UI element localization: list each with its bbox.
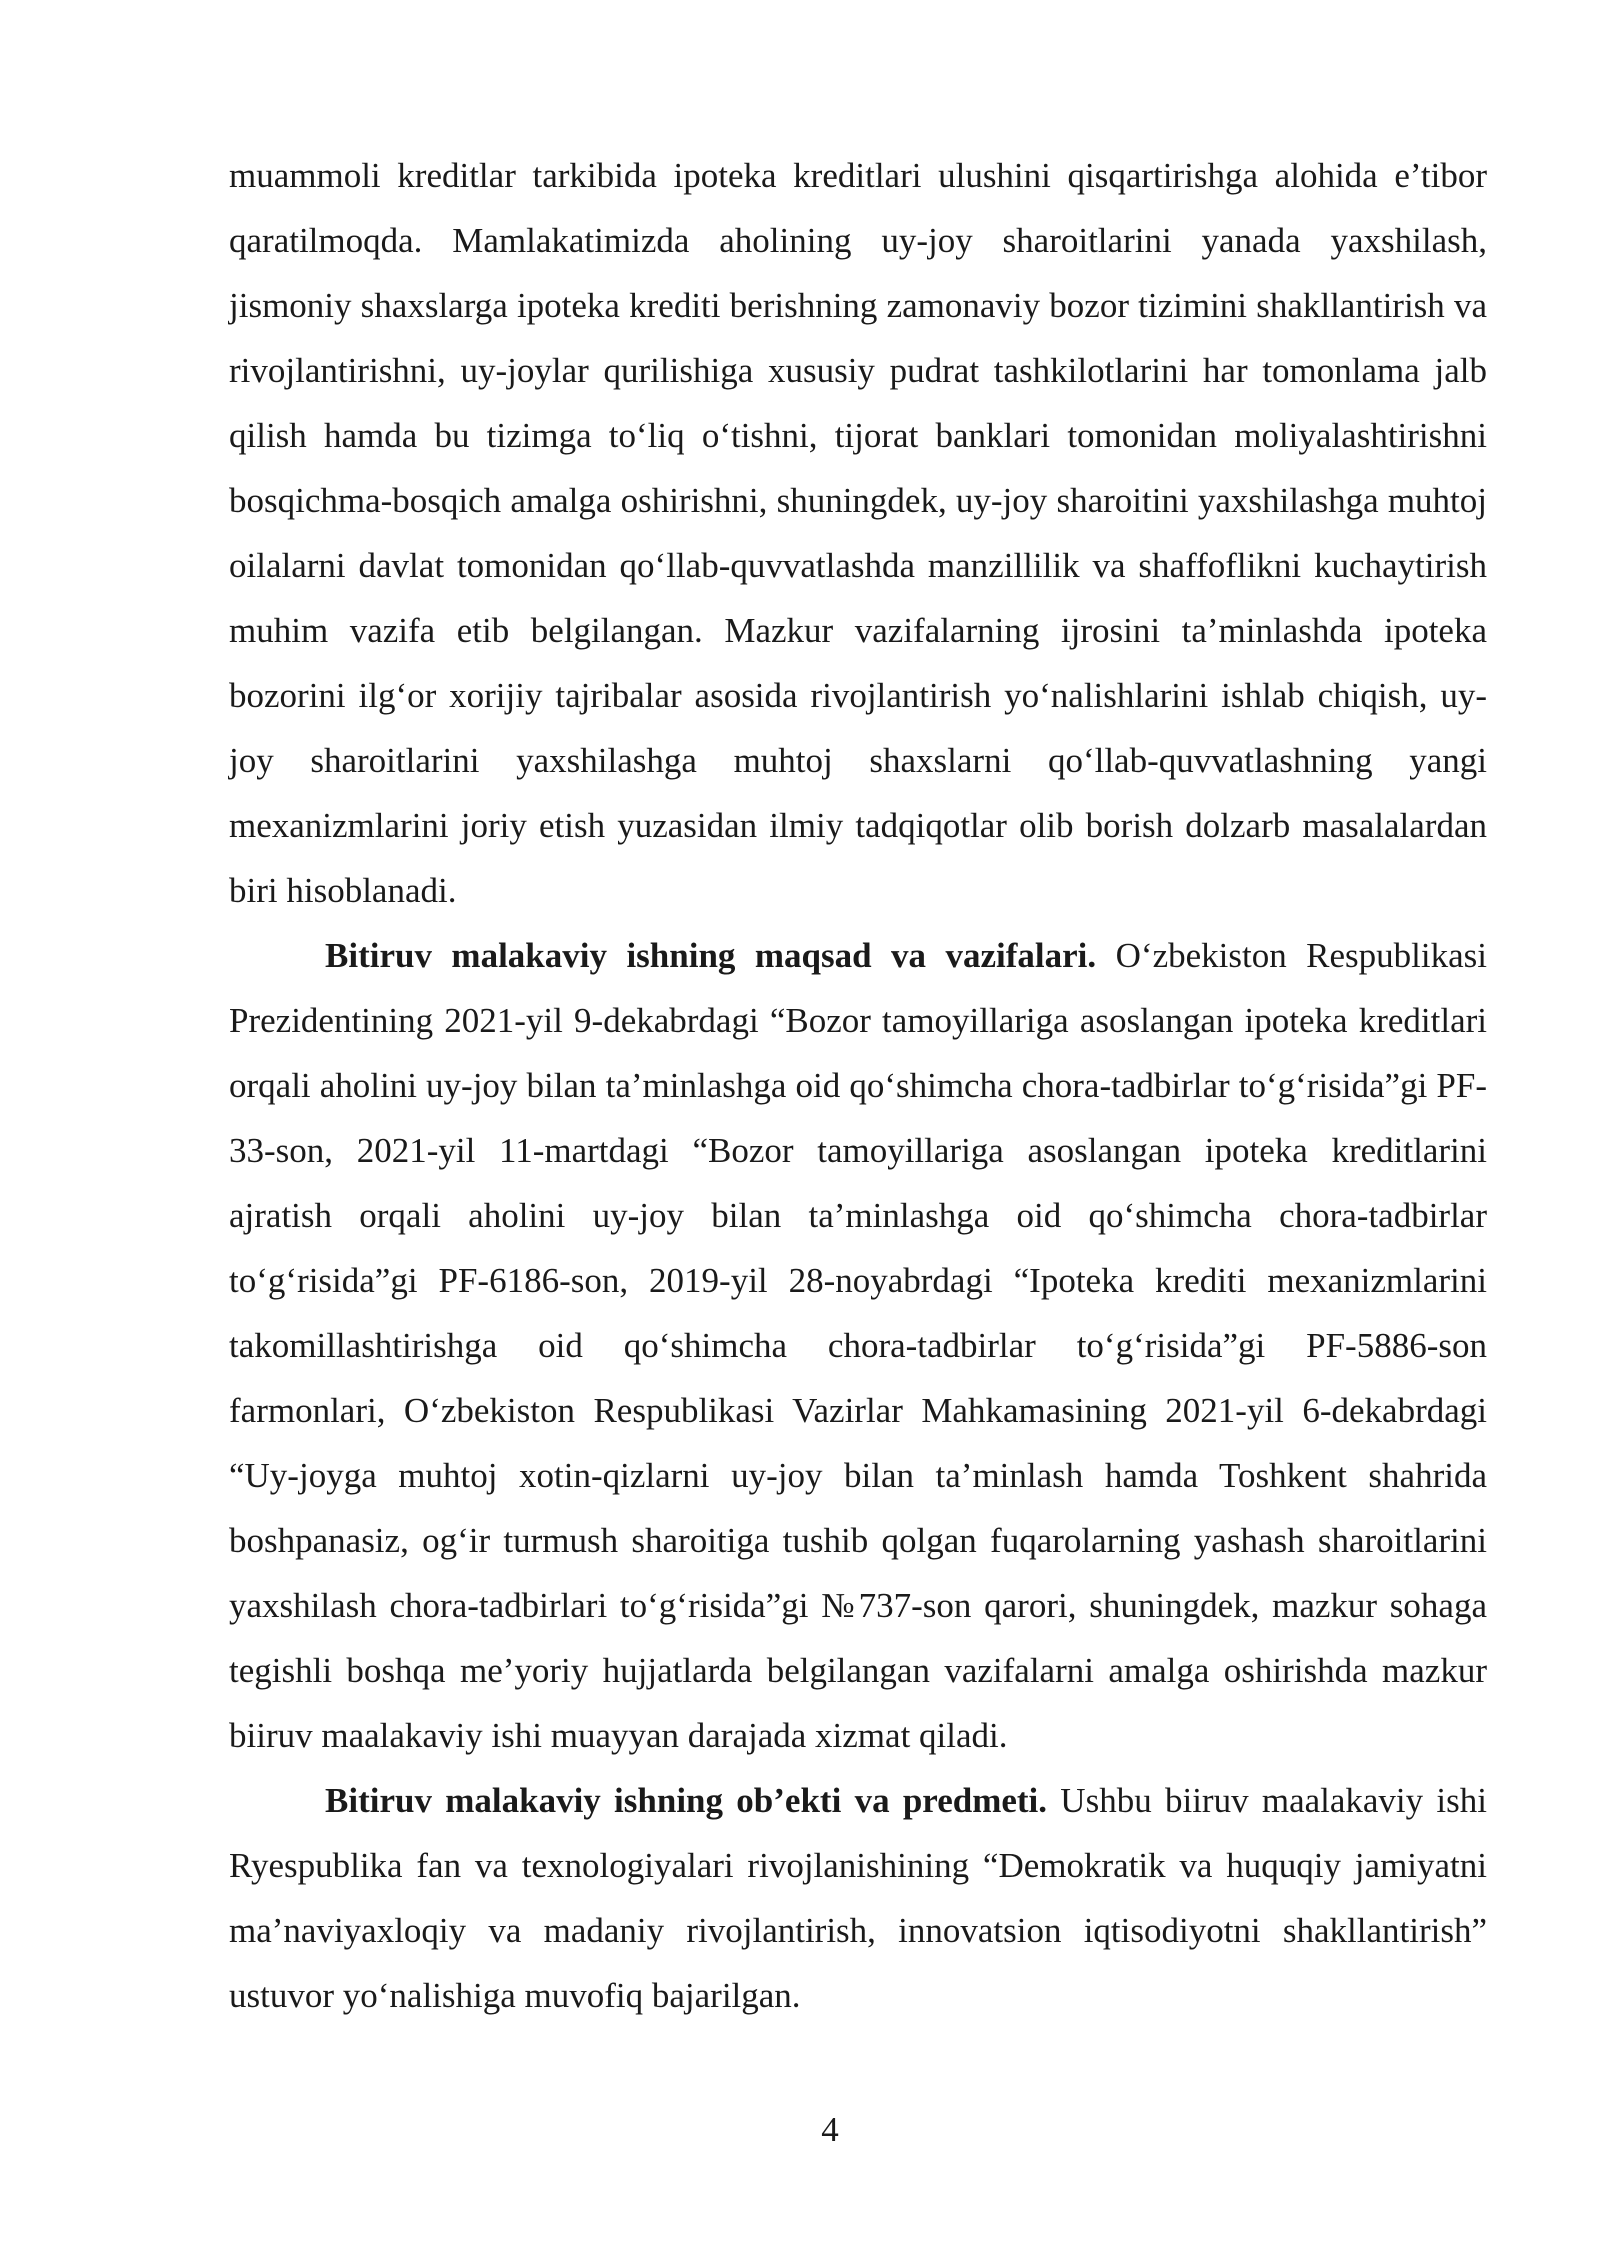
paragraph-text: muammoli kreditlar tarkibida ipoteka kreditlari ulushini qisqartirishga alohida e’tibor qaratilmoqda. Mamlakatimizda aholining uy-joy sharoitlarini yanada yaxshilash, jismoniy shaxslarga ipoteka krediti berishning zamonaviy bozor tizimini shakllantirish va rivojlantirishni, uy-joylar qurilishiga xususiy pudrat tashkilotlarini har tomonlama jalb qilish hamda bu tizimga to‘liq o‘tishni, tijorat banklari tomonidan moliyalashtirishni bosqichma-bosqich amalga oshirishni, shuningdek, uy-joy sharoitini yaxshilashga muhtoj oilalarni davlat tomonidan qo‘llab-quvvatlashda manzillilik va shaffoflikni kuchaytirish muhim vazifa etib belgilangan. Mazkur vazifalarning ijrosini ta’minlashda ipoteka bozorini ilg‘or xorijiy tajribalar asosida rivojlantirish yo‘nalishlarini ishlab chiqish, uy-joy sharoitlarini yaxshilashga muhtoj shaxslarni qo‘llab-quvvatlashning yangi mexanizmlarini joriy etish yuzasidan ilmiy tadqiqotlar olib borish dolzarb masalalardan biri hisoblanadi. (229, 156, 1487, 910)
paragraph-object (229, 1768, 1487, 2028)
paragraph-intro-continuation (229, 143, 1487, 923)
paragraph-heading: Bitiruv malakaviy ishning ob’ekti va predmeti. (325, 1781, 1048, 1820)
paragraph-text: O‘zbekiston Respublikasi Prezidentining 2021-yil 9-dekabrdagi “Bozor tamoyillariga asoslangan ipoteka kreditlari orqali aholini uy-joy bilan ta’minlashga oid qo‘shimcha chora-tadbirlar to‘g‘risida”gi PF-33-son, 2021-yil 11-martdagi “Bozor tamoyillariga asoslangan ipoteka kreditlarini ajratish orqali aholini uy-joy bilan ta’minlashga oid qo‘shimcha chora-tadbirlar to‘g‘risida”gi PF-6186-son, 2019-yil 28-noyabrdagi “Ipoteka krediti mexanizmlarini takomillashtirishga oid qo‘shimcha chora-tadbirlar to‘g‘risida”gi PF-5886-son farmonlari, O‘zbekiston Respublikasi Vazirlar Mahkamasining 2021-yil 6-dekabrdagi “Uy-joyga muhtoj xotin-qizlarni uy-joy bilan ta’minlash hamda Toshkent shahrida boshpanasiz, og‘ir turmush sharoitiga tushib qolgan fuqarolarning yashash sharoitlarini yaxshilash chora-tadbirlari to‘g‘risida”gi №737-son qarori, shuningdek, mazkur sohaga tegishli boshqa me’yoriy hujjatlarda belgilangan vazifalarni amalga oshirishda mazkur biiruv maalakaviy ishi muayyan darajada xizmat qiladi. (229, 936, 1487, 1755)
paragraph-heading: Bitiruv malakaviy ishning maqsad va vazifalari. (325, 936, 1097, 975)
paragraph-goals (229, 923, 1487, 1768)
paragraph-text: Ushbu biiruv maalakaviy ishi Ryespublika fan va texnologiyalari rivojlanishining “Demokratik va huquqiy jamiyatni ma’naviyaxloqiy va madaniy rivojlantirish, innovatsion iqtisodiyotni shakllantirish” ustuvor yo‘nalishiga muvofiq bajarilgan. (229, 1781, 1487, 2015)
page-number: 4 (821, 2110, 839, 2149)
document-page (229, 143, 1487, 2028)
